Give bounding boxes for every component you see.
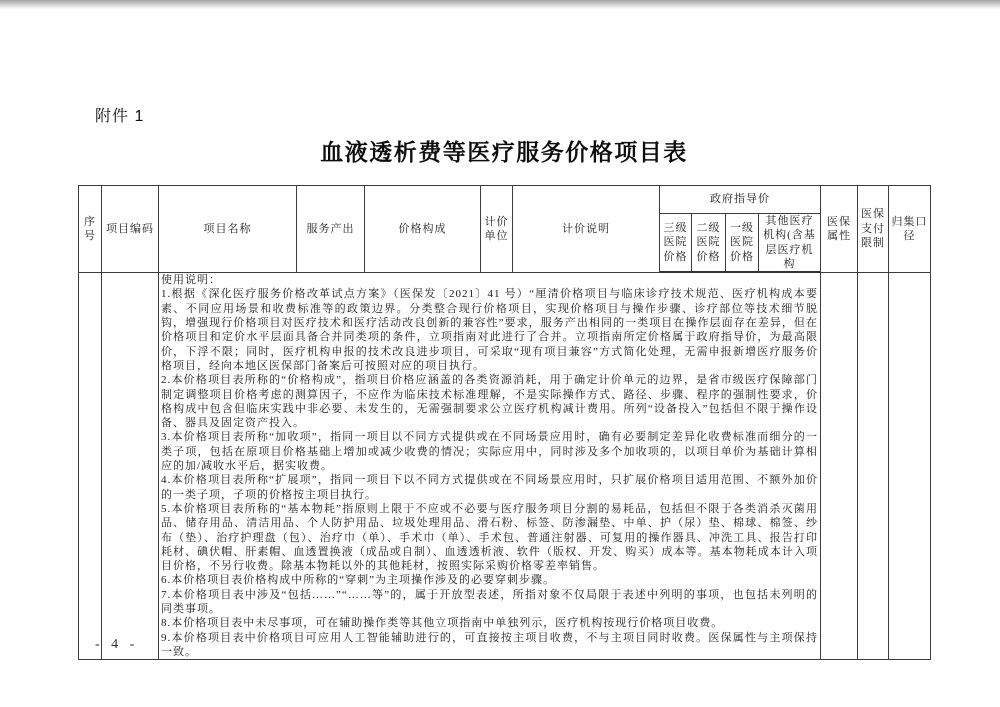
header-cell-tier2-price: 二级医院价格 <box>692 214 726 273</box>
page-title: 血液透析费等医疗服务价格项目表 <box>320 139 688 165</box>
scan-edge-shadow <box>0 0 1000 9</box>
price-items-table <box>78 185 931 660</box>
body-cell-code-empty <box>102 272 159 660</box>
usage-note-5: 5.本价格项目表所称的“基本物耗”指原则上限于不应或不必要与医疗服务项目分割的易耗品，包括但不限于各类消杀灭菌用品、储存用品、清洁用品、个人防护用品、垃圾处理用品、滑石粉、标签、防渗漏垫、中单、护（尿）垫、棉球、棉签、纱布（垫）、治疗护理盘（包）、治疗巾（单）、手术巾（单）、手术包、普通注射器、可复用的操作器具、冲洗工具、报告打印耗材、碘伏帽、肝素帽、血透置换液（成品或自制）、血透透析液、软件（版权、开发、购买）成本等。基本物耗成本计入项目价格，不另行收费。除基本物耗以外的其他耗材，按照实际采购价格零差率销售。 <box>161 502 818 573</box>
header-row-top <box>79 186 931 214</box>
body-cell-seq-empty <box>79 272 102 660</box>
usage-note-3: 3.本价格项目表所称“加收项”，指同一项目以不同方式提供或在不同场景应用时，确有必要制定差异化收费标准而细分的一类子项，包括在原项目价格基础上增加或减少收费的情况；实际应用中，同时涉及多个加收项的，以项目单价为基础计算相应的加/减收水平后，据实收费。 <box>161 431 818 473</box>
header-cell-seq: 序号 <box>79 186 102 273</box>
header-cell-gov-guide-price: 政府指导价 <box>660 186 821 214</box>
body-cell-caliber-empty <box>889 272 931 660</box>
header-cell-insurance-attr: 医保属性 <box>821 186 858 273</box>
usage-note-6: 6.本价格项目表价格构成中所称的“穿刺”为主项操作涉及的必要穿刺步骤。 <box>161 574 556 587</box>
body-cell-pay-limit-empty <box>858 272 889 660</box>
attachment-label: 附件 1 <box>95 108 145 125</box>
header-cell-project-name: 项目名称 <box>159 186 297 273</box>
usage-note-1: 1.根据《深化医疗服务价格改革试点方案》（医保发〔2021〕41 号）“厘清价格项目与临床诊疗技术规范、医疗机构成本要素、不同应用场景和收费标准等的政策边界。分类整合现行价格项目，实现价格项目与操作步骤、诊疗部位等技术细节脱钩，增强现行价格项目对医疗技术和医疗活动改良创新的兼容性”要求，服务产出相同的一类项目在操作层面存在差异，但在价格项目和定价水平层面具备合并同类项的条件，立项指南对此进行了合并。立项指南所定价格属于政府指导价，为最高限价，下浮不限；同时，医疗机构申报的技术改良进步项目，可采取“现有项目兼容”方式简化处理，无需申报新增医疗服务价格项目，经向本地区医保部门备案后可按照对应的项目执行。 <box>161 288 818 372</box>
usage-note-7: 7.本价格项目表中涉及“包括……”“……等”的，属于开放型表述，所指对象不仅局限于表述中列明的事项，也包括未列明的同类事项。 <box>161 588 818 616</box>
usage-notes-heading: 使用说明： <box>161 274 221 287</box>
header-cell-pricing-explain: 计价说明 <box>513 186 660 273</box>
header-cell-caliber: 归集口径 <box>889 186 931 273</box>
header-cell-service-output: 服务产出 <box>297 186 365 273</box>
header-cell-price-composition: 价格构成 <box>365 186 481 273</box>
usage-note-8: 8.本价格项目表中未尽事项，可在辅助操作类等其他立项指南中单独列示，医疗机构按现行价格项目收费。 <box>161 617 724 630</box>
header-cell-project-code: 项目编码 <box>102 186 159 273</box>
page-number: - 4 - <box>95 637 139 652</box>
usage-notes-cell <box>159 272 821 660</box>
header-cell-pay-limit: 医保支付限制 <box>858 186 889 273</box>
header-cell-tier3-price: 三级医院价格 <box>660 214 692 273</box>
usage-note-2: 2.本价格项目表所称的“价格构成”，指项目价格应涵盖的各类资源消耗，用于确定计价单元的边界，是省市级医疗保障部门制定调整项目价格考虑的测算因子，不应作为临床技术标准理解，不是实际操作方式、路径、步骤、程序的强制性要求，价格构成中包含但临床实践中非必要、未发生的，无需强制要求公立医疗机构减计费用。所列“设备投入”包括但不限于操作设备、器具及固定资产投入。 <box>161 374 818 430</box>
body-cell-insurance-attr-empty <box>821 272 858 660</box>
header-cell-pricing-unit: 计价单位 <box>481 186 513 273</box>
usage-note-4: 4.本价格项目表所称“扩展项”，指同一项目下以不同方式提供或在不同场景应用时，只扩展价格项目适用范围、不额外加价的一类子项，子项的价格按主项目执行。 <box>161 474 818 501</box>
header-cell-other-institution-price: 其他医疗机构(含基层医疗机构 <box>759 214 821 273</box>
usage-note-9: 9.本价格项目表中价格项目可应用人工智能辅助进行的，可直接按主项目收费，不与主项目同时收费。医保属性与主项保持一致。 <box>161 631 818 658</box>
notes-row <box>79 272 931 660</box>
header-cell-tier1-price: 一级医院价格 <box>726 214 759 273</box>
